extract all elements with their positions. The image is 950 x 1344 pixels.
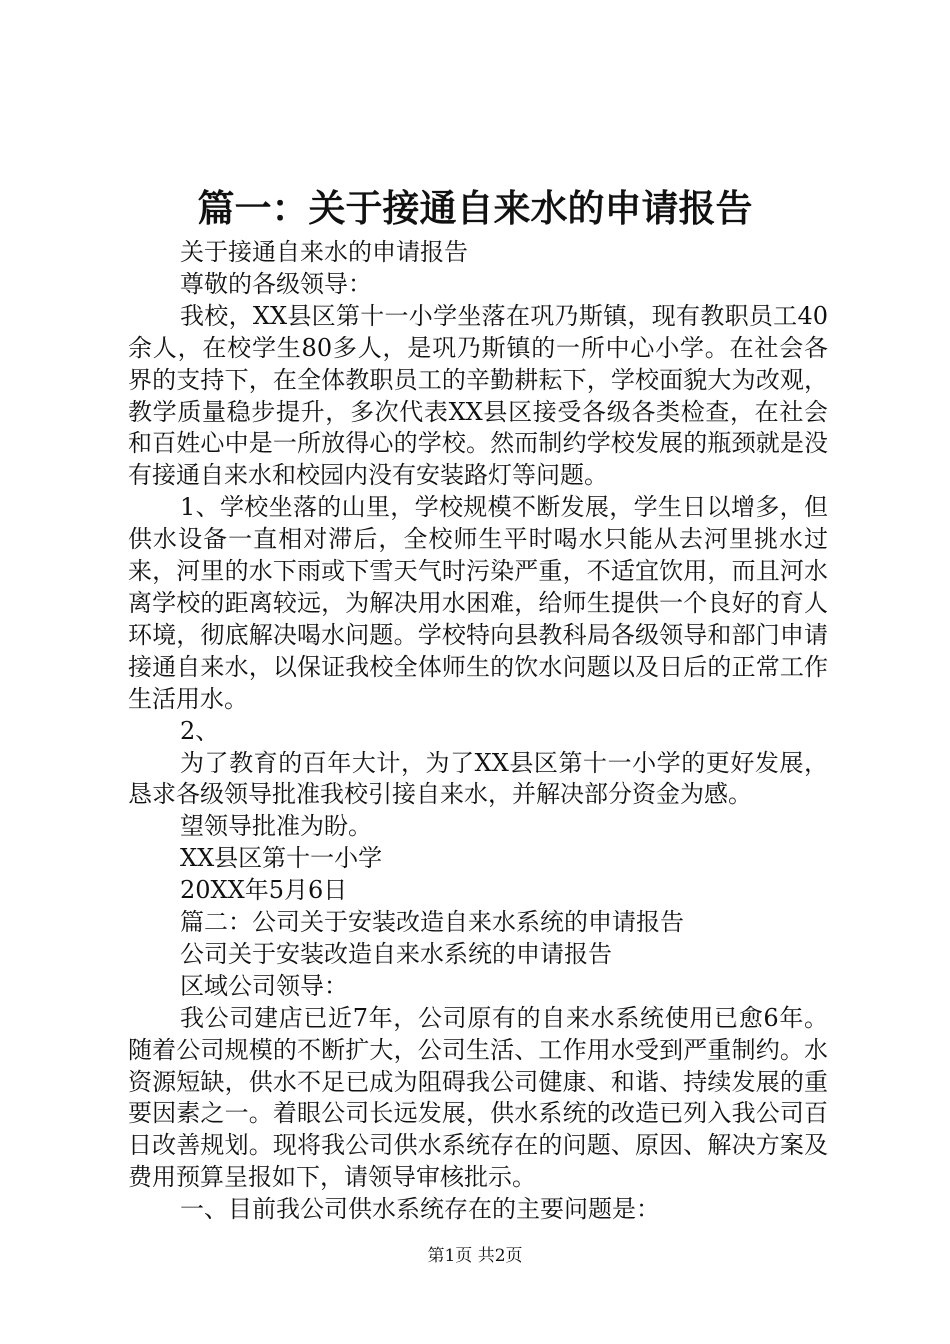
paragraph-request: 为了教育的百年大计，为了XX县区第十一小学的更好发展，恳求各级领导批准我校引接自来水，并解决部分资金为感。 (128, 748, 828, 809)
paragraph-section-2-salutation: 区域公司领导： (180, 971, 348, 1000)
paragraph-closing: 望领导批准为盼。 (180, 812, 372, 841)
document-title: 篇一：关于接通自来水的申请报告 (197, 187, 753, 230)
paragraph-date: 20XX年5月6日 (180, 876, 348, 905)
paragraph-section-2-subtitle: 公司关于安装改造自来水系统的申请报告 (180, 939, 612, 968)
paragraph-item-2: 2、 (180, 716, 220, 745)
paragraph-salutation: 尊敬的各级领导： (180, 269, 372, 298)
paragraph-intro: 我校，XX县区第十一小学坐落在巩乃斯镇，现有教职员工40余人，在校学生80多人，是巩乃斯镇的一所中心小学。在社会各界的支持下，在全体教职员工的辛勤耕耘下，学校面貌大为改观，教学质量稳步提升，多次代表XX县区接受各级各类检查，在社会和百姓心中是一所放得心的学校。然而制约学校发展的瓶颈就是没有接通自来水和校园内没有安装路灯等问题。 (128, 301, 828, 490)
paragraph-signature: XX县区第十一小学 (180, 844, 383, 873)
paragraph-subtitle: 关于接通自来水的申请报告 (180, 238, 468, 266)
paragraph-item-1: 1、学校坐落的山里，学校规模不断发展，学生日以增多，但供水设备一直相对滞后，全校师生平时喝水只能从去河里挑水过来，河里的水下雨或下雪天气时污染严重，不适宜饮用，而且河水离学校的距离较远，为解决用水困难，给师生提供一个良好的育人环境，彻底解决喝水问题。学校特向县教科局各级领导和部门申请接通自来水，以保证我校全体师生的饮水问题以及日后的正常工作生活用水。 (128, 493, 828, 713)
paragraph-section-2-heading: 篇二：公司关于安装改造自来水系统的申请报告 (180, 908, 684, 937)
paragraph-section-2-problems: 一、目前我公司供水系统存在的主要问题是： (180, 1195, 660, 1224)
paragraph-section-2-body: 我公司建店已近7年，公司原有的自来水系统使用已愈6年。随着公司规模的不断扩大，公司生活、工作用水受到严重制约。水资源短缺，供水不足已成为阻碍我公司健康、和谐、持续发展的重要因素之一。着眼公司长远发展，供水系统的改造已列入我公司百日改善规划。现将我公司供水系统存在的问题、原因、解决方案及费用预算呈报如下，请领导审核批示。 (128, 1003, 828, 1192)
document-body (128, 237, 828, 1226)
page-footer: 第1页 共2页 (427, 1246, 523, 1266)
